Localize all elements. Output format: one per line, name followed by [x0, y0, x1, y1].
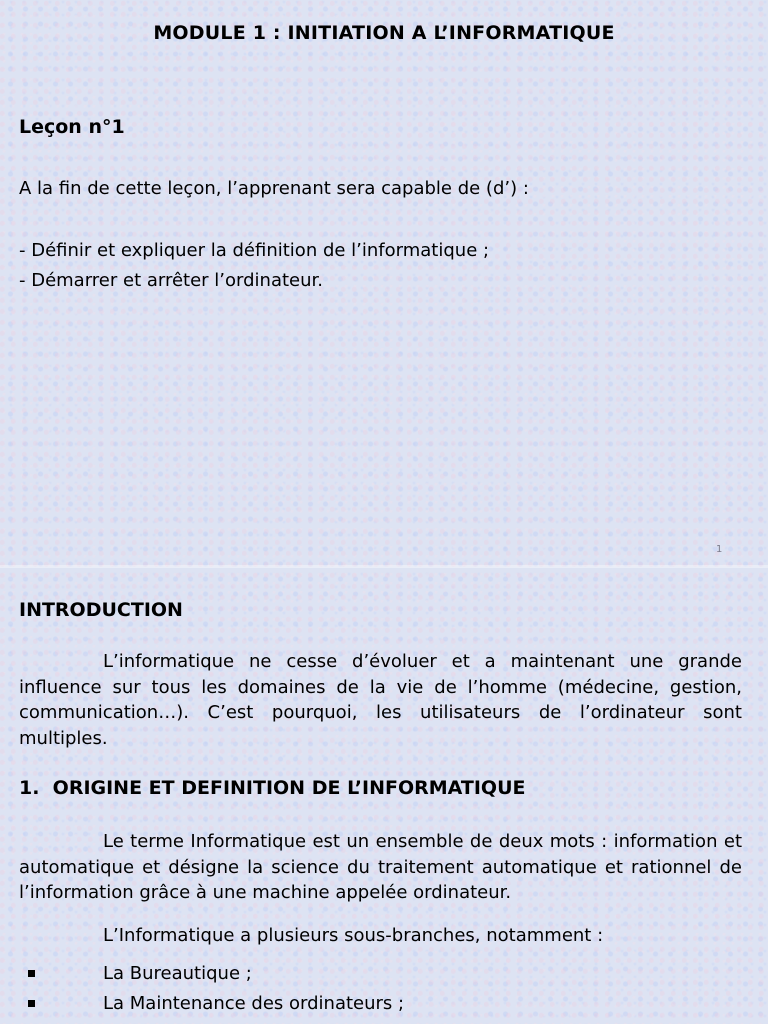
module-title: MODULE 1 : INITIATION A L’INFORMATIQUE: [153, 22, 615, 44]
section-1-heading: 1. ORIGINE ET DEFINITION DE L’INFORMATIQUE: [19, 777, 526, 799]
objectives-list: [19, 236, 489, 296]
lesson-heading: Leçon n°1: [19, 116, 125, 138]
objectives-intro: A la fin de cette leçon, l’apprenant sera capable de (d’) :: [19, 178, 529, 199]
square-bullet-icon: [28, 970, 35, 977]
definition-paragraph: Le terme Informatique est un ensemble de deux mots : information et automatique et désigne la science du traitement automatique et rationnel de l’information grâce à une machine appelée ordinateur.: [19, 831, 742, 903]
branches-intro: L’Informatique a plusieurs sous-branches, notamment :: [103, 925, 604, 946]
introduction-paragraph: L’informatique ne cesse d’évoluer et a maintenant une grande influence sur tous les domaines de la vie de l’homme (médecine, gestion, communication…). C’est pourquoi, les utilisateurs de l’ordinateur sont multiples.: [19, 651, 742, 749]
introduction-heading: INTRODUCTION: [19, 599, 183, 621]
square-bullet-icon: [28, 1000, 35, 1007]
list-item: [28, 989, 404, 1019]
slide-2: [0, 568, 768, 1024]
branches-list: [28, 959, 404, 1019]
page-number: 1: [716, 544, 723, 555]
list-item: [28, 959, 404, 989]
list-item-label: La Maintenance des ordinateurs ;: [103, 993, 405, 1014]
objective-item: - Définir et expliquer la définition de l’informatique ;: [19, 240, 490, 261]
list-item-label: La Bureautique ;: [103, 963, 252, 984]
objective-item: - Démarrer et arrêter l’ordinateur.: [19, 270, 323, 291]
